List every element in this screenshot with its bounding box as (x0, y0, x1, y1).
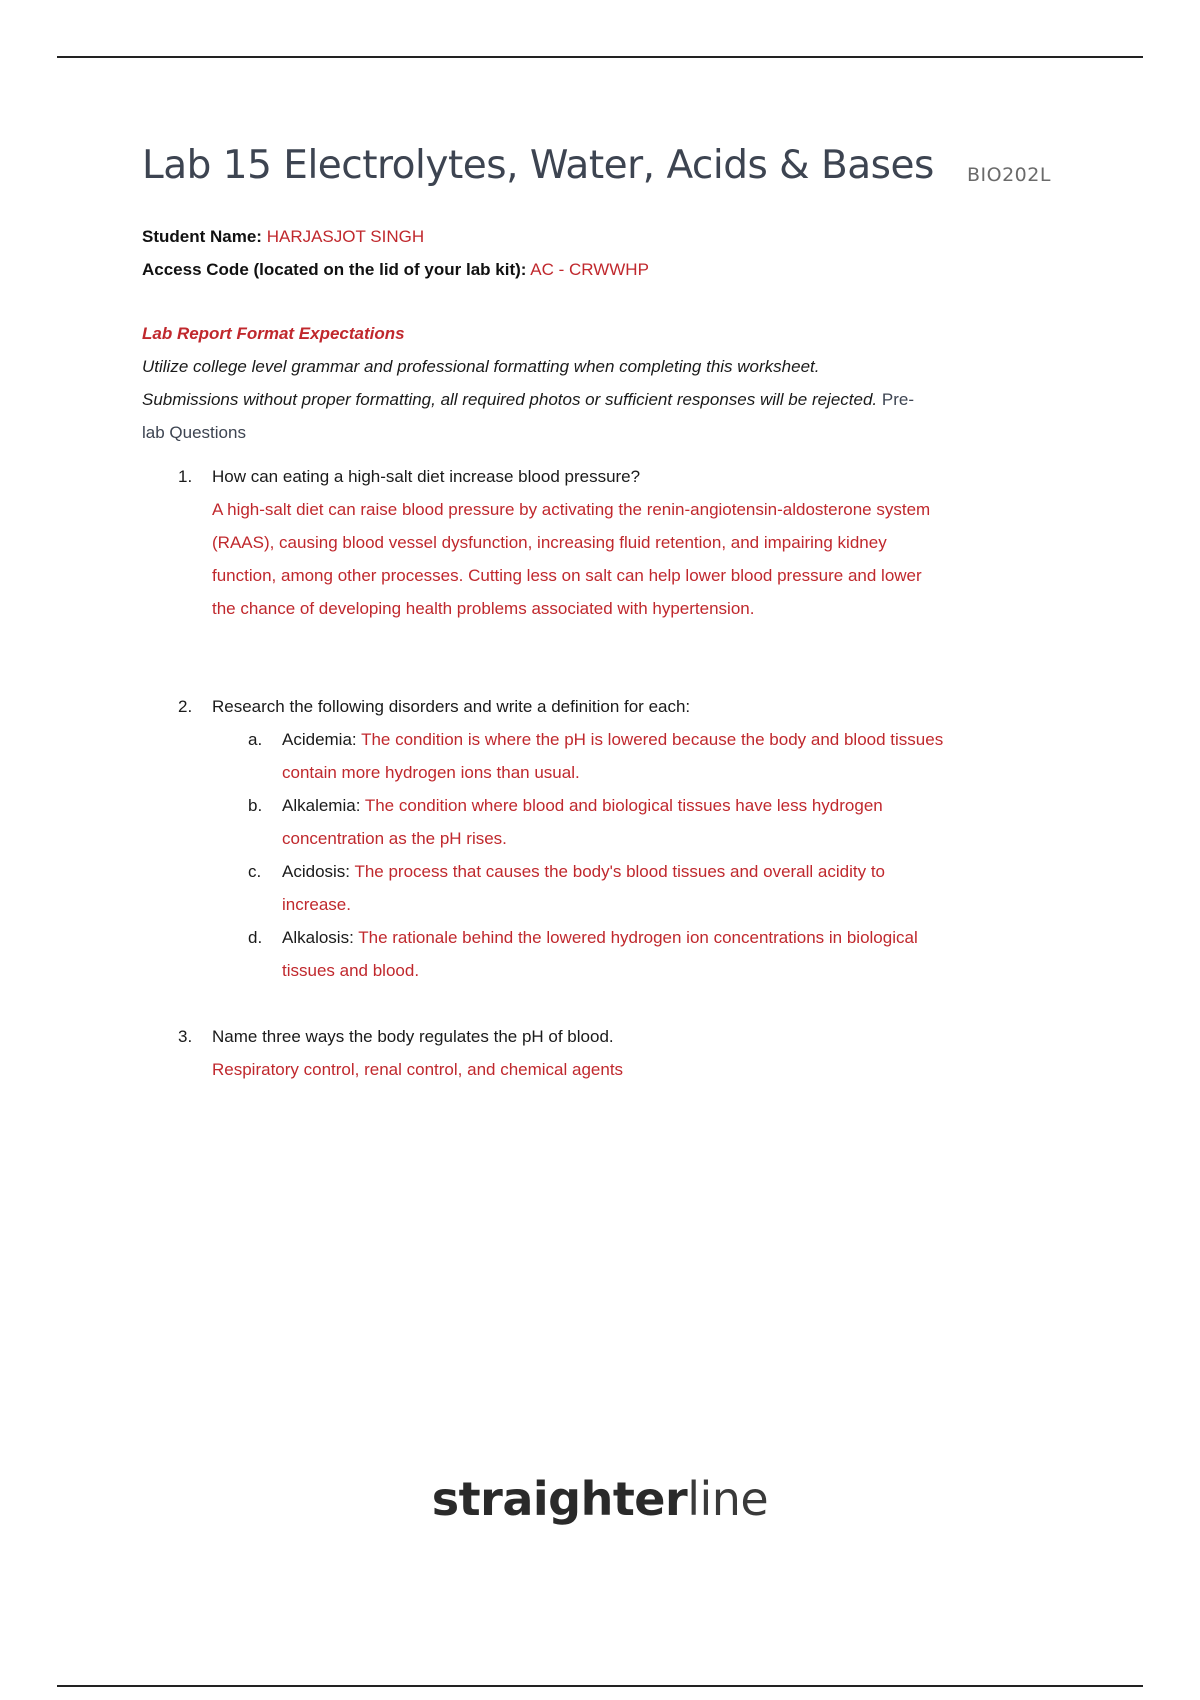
item-definition-cont: contain more hydrogen ions than usual. (282, 763, 580, 782)
prelab-heading-start: Pre- (881, 390, 915, 409)
item-definition: The rationale behind the lowered hydrogen ion concentrations in biological (358, 928, 918, 947)
question-number: 2. (178, 697, 193, 716)
question-2 (142, 690, 1062, 987)
item-letter: d. (248, 928, 263, 947)
question-number: 1. (178, 467, 193, 486)
format-line-1: Utilize college level grammar and professional formatting when completing this worksheet. (142, 357, 820, 376)
answer-line: (RAAS), causing blood vessel dysfunction, increasing fluid retention, and impairing kidney (212, 533, 887, 552)
question-text: Research the following disorders and write a definition for each: (212, 697, 691, 716)
definition-item-alkalemia (212, 789, 1062, 855)
access-code-value: AC - CRWWHP (530, 260, 649, 279)
prelab-heading-end: lab Questions (142, 423, 246, 442)
title-row (142, 143, 1062, 199)
student-name-line (142, 220, 1062, 253)
top-rule (57, 56, 1143, 58)
question-1 (142, 460, 1062, 625)
answer-line: the chance of developing health problems associated with hypertension. (212, 599, 755, 618)
access-code-label: Access Code (located on the lid of your lab kit): (142, 260, 527, 279)
definition-item-acidosis (212, 855, 1062, 921)
question-text: How can eating a high-salt diet increase blood pressure? (212, 467, 641, 486)
access-code-line (142, 253, 1062, 286)
item-definition-cont: concentration as the pH rises. (282, 829, 507, 848)
item-term: Acidemia: (282, 730, 357, 749)
question-text: Name three ways the body regulates the pH of blood. (212, 1027, 614, 1046)
format-paragraph (142, 350, 1062, 449)
item-definition-cont: tissues and blood. (282, 961, 420, 980)
bottom-rule (57, 1685, 1143, 1687)
item-definition: The condition where blood and biological tissues have less hydrogen (364, 796, 883, 815)
item-letter: b. (248, 796, 263, 815)
student-name-value: HARJASJOT SINGH (266, 227, 425, 246)
definition-item-alkalosis (212, 921, 1062, 987)
answer-line: A high-salt diet can raise blood pressure by activating the renin-angiotensin-aldosterone system (212, 500, 931, 519)
item-letter: a. (248, 730, 263, 749)
logo-wordmark-bold: straighter (431, 1472, 688, 1526)
item-letter: c. (248, 862, 262, 881)
worksheet-page (142, 143, 1062, 1086)
item-term: Acidosis: (282, 862, 351, 881)
straighterline-logo (0, 1472, 1200, 1526)
course-code: BIO202L (967, 164, 1051, 186)
format-heading: Lab Report Format Expectations (142, 324, 405, 343)
answer-line: function, among other processes. Cutting less on salt can help lower blood pressure and lower (212, 566, 922, 585)
item-term: Alkalosis: (282, 928, 354, 947)
answer-line: Respiratory control, renal control, and chemical agents (212, 1060, 624, 1079)
format-line-2: Submissions without proper formatting, all required photos or sufficient responses will be rejected. (142, 390, 878, 409)
student-name-label: Student Name: (142, 227, 262, 246)
student-info (142, 220, 1062, 286)
item-definition: The process that causes the body's blood tissues and overall acidity to (354, 862, 885, 881)
definition-item-acidemia (212, 723, 1062, 789)
logo-wordmark-light: line (687, 1472, 769, 1526)
item-term: Alkalemia: (282, 796, 361, 815)
question-3 (142, 1020, 1062, 1086)
page-title: Lab 15 Electrolytes, Water, Acids & Bases (142, 143, 934, 188)
item-definition-cont: increase. (282, 895, 351, 914)
item-definition: The condition is where the pH is lowered because the body and blood tissues (361, 730, 944, 749)
question-number: 3. (178, 1027, 193, 1046)
